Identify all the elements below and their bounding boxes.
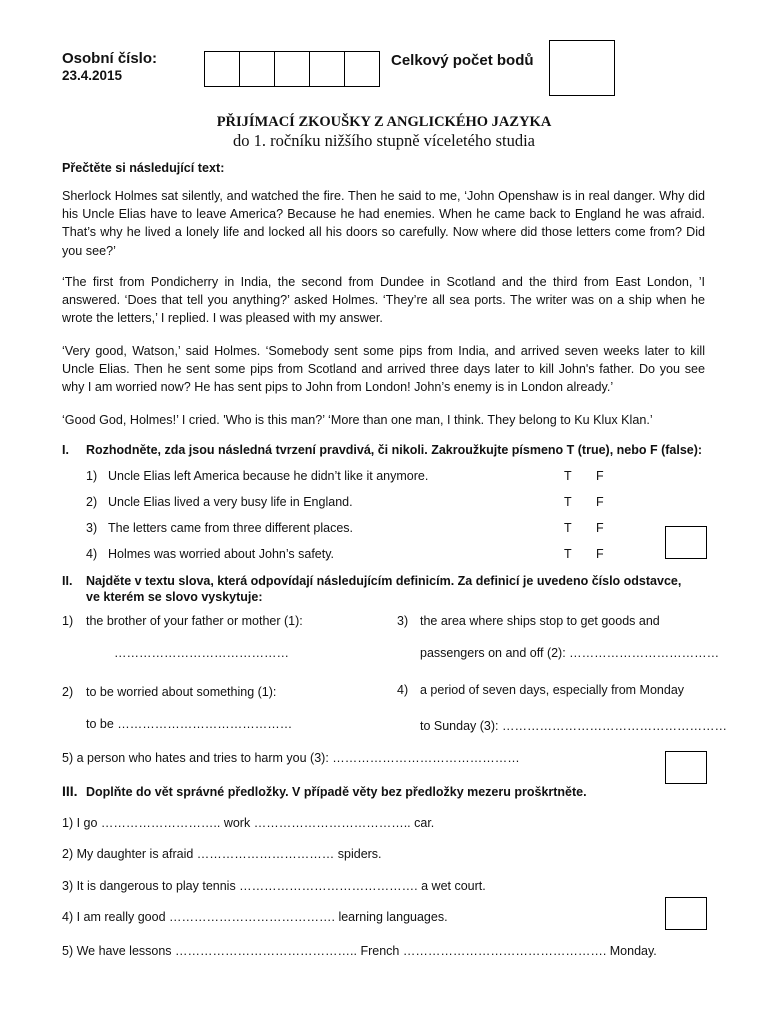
paragraph-4: ‘Good God, Holmes!’ I cried. 'Who is this man?’ ‘More than one man, I think. They belong to Ku Klux Klan.’ [62,413,653,427]
section-2-heading-cont: ve kterém se slovo vyskytuje: [86,590,263,604]
q2-answer-blank[interactable]: to be …………………………………… [86,717,293,731]
statement-text: Uncle Elias left America because he didn’t like it anymore. [108,469,429,483]
reading-instruction: Přečtěte si následující text: [62,161,225,175]
digit-box-5[interactable] [344,51,380,87]
true-option[interactable]: T [564,521,572,535]
false-option[interactable]: F [596,469,604,483]
q4-number: 4) [397,683,409,697]
gap-sentence-5[interactable]: 5) We have lessons …………………………………….. French …………………………………………. Monday. [62,944,657,958]
item-number: 1) [86,469,98,483]
section-1-number: I. [62,443,69,457]
false-option[interactable]: F [596,495,604,509]
digit-box-1[interactable] [204,51,240,87]
statement-text: The letters came from three different places. [108,521,354,535]
paragraph-3: ‘Very good, Watson,’ said Holmes. ‘Somebody sent some pips from India, and arrived seven weeks later to kill Uncle Elias. Then he sent some pips from Scotland and arrived three days later to kill John's father. Do you see why I am worried now? He has sent pips to John from London! John’s enemy is in London already.’ [62,344,705,395]
item-number: 2) [86,495,98,509]
q4-definition-answer[interactable]: to Sunday (3): ……………………………………………… [420,719,727,733]
paragraph-2: ‘The first from Pondicherry in India, the second from Dundee in Scotland and the third from East London, ’I answered. ‘Does that tell you anything?’ asked Holmes. ‘They’re all sea ports. The writer was on a ship when he wrote the letters,’ I replied. I was pleased with my answer. [62,275,705,326]
gap-sentence-3[interactable]: 3) It is dangerous to play tennis ……………………………………. a wet court. [62,879,486,893]
q2-number: 2) [62,685,74,699]
section-1-heading: Rozhodněte, zda jsou následná tvrzení pravdivá, či nikoli. Zakroužkujte písmeno T (true), nebo F (false): [86,443,703,457]
total-points-box[interactable] [549,40,615,96]
q1-number: 1) [62,614,74,628]
item-number: 3) [86,521,98,535]
section-2-heading: Najděte v textu slova, která odpovídají následujícím definicím. Za definicí je uvedeno číslo odstavce, [86,574,682,588]
paragraph-1: Sherlock Holmes sat silently, and watched the fire. Then he said to me, ‘John Openshaw is in real danger. Why did his Uncle Elias have to leave America? Because he had enemies. When he came back to England he was afraid. That’s why he lived a lonely life and locked all his doors so carefully. Now where did those letters come from? Did you see?’ [62,189,705,258]
section-2-score-box[interactable] [665,751,707,784]
false-option[interactable]: F [596,547,604,561]
gap-sentence-4[interactable]: 4) I am really good …………………………………. learning languages. [62,910,448,924]
exam-title: PŘIJÍMACÍ ZKOUŠKY Z ANGLICKÉHO JAZYKA [216,114,552,130]
digit-box-2[interactable] [239,51,275,87]
section-1-score-box[interactable] [665,526,707,559]
q3-number: 3) [397,614,409,628]
digit-box-3[interactable] [274,51,310,87]
gap-sentence-1[interactable]: 1) I go ……………………….. work ……………………………….. car. [62,816,435,830]
section-2-number: II. [62,574,73,588]
exam-subtitle: do 1. ročníku nižšího stupně víceletého studia [233,131,535,150]
section-3-heading: Doplňte do vět správné předložky. V případě věty bez předložky mezeru proškrtněte. [86,785,587,799]
true-option[interactable]: T [564,547,572,561]
exam-date: 23.4.2015 [62,68,123,83]
q2-definition: to be worried about something (1): [86,685,277,699]
total-points-label: Celkový počet bodů [391,52,534,69]
false-option[interactable]: F [596,521,604,535]
q1-answer-blank[interactable]: …………………………………… [114,646,289,660]
q4-definition: a period of seven days, especially from Monday [420,683,685,697]
section-3-score-box[interactable] [665,897,707,930]
statement-text: Uncle Elias lived a very busy life in England. [108,495,353,509]
personal-number-boxes[interactable] [204,51,384,87]
q1-definition: the brother of your father or mother (1): [86,614,303,628]
item-number: 4) [86,547,98,561]
statement-text: Holmes was worried about John’s safety. [108,547,335,561]
true-option[interactable]: T [564,469,572,483]
personal-number-label: Osobní číslo: [62,50,158,67]
section-3-number: III. [62,783,78,799]
q5-definition[interactable]: 5) a person who hates and tries to harm you (3): ……………………………………… [62,751,520,765]
q3-definition-answer[interactable]: passengers on and off (2): ……………………………… [420,646,720,660]
q3-definition: the area where ships stop to get goods and [420,614,660,628]
true-option[interactable]: T [564,495,572,509]
gap-sentence-2[interactable]: 2) My daughter is afraid …………………………… spiders. [62,847,382,861]
digit-box-4[interactable] [309,51,345,87]
